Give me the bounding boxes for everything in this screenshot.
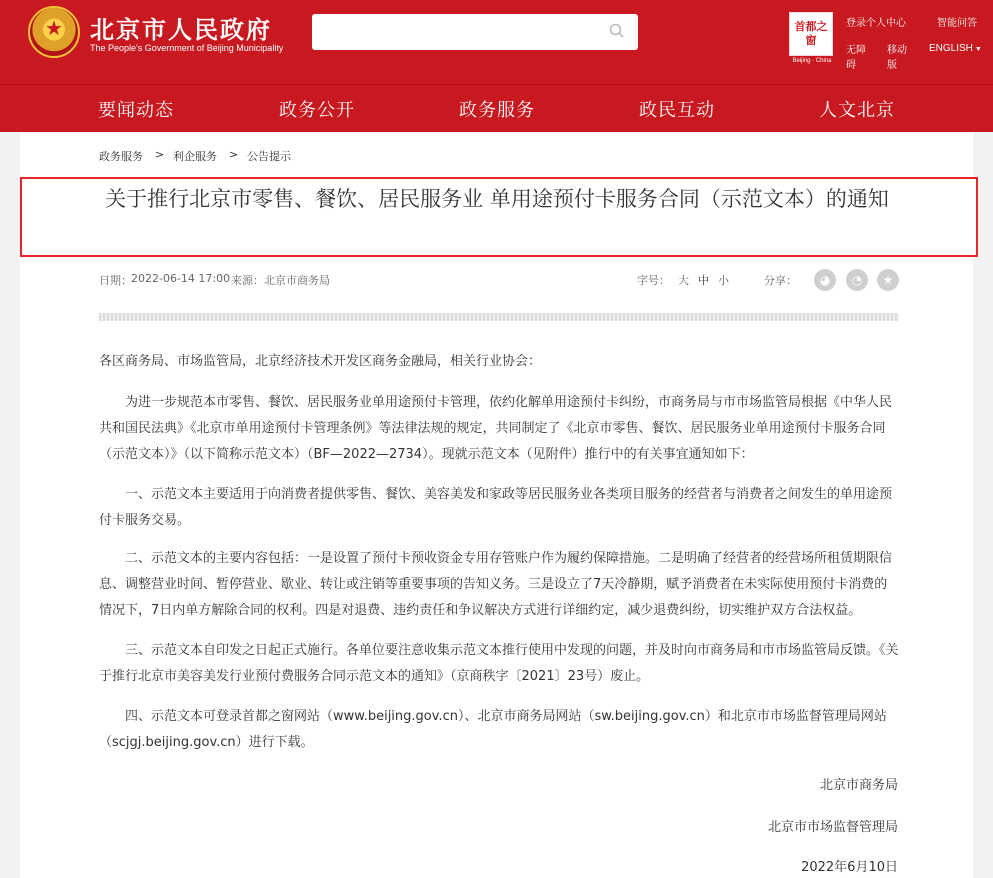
login-link[interactable]: 登录 (846, 18, 866, 29)
weibo-share-icon[interactable]: ◔ (846, 269, 868, 291)
site-name[interactable]: 北京市人民政府 (90, 16, 272, 44)
nav-item-interaction[interactable]: 政民互动 (639, 100, 715, 121)
article-paragraph: 一、示范文本主要适用于向消费者提供零售、餐饮、美容美发和家政等居民服务业各类项目服务的经营者与消费者之间发生的单用途预付卡服务交易。 (99, 487, 893, 528)
personal-center-link[interactable]: 个人中心 (866, 18, 906, 29)
nav-item-affairs-service[interactable]: 政务服务 (459, 100, 535, 121)
source-value: 北京市商务局 (264, 274, 330, 287)
publish-date: 2022-06-14 17:00 (131, 272, 231, 285)
breadcrumb-item-business[interactable]: 利企服务 (173, 150, 217, 163)
english-link[interactable] (929, 43, 982, 54)
breadcrumb-separator: > (155, 148, 165, 161)
signature-date: 2022年6月10日 (801, 860, 898, 875)
divider (99, 313, 899, 321)
article-paragraph: 二、示范文本的主要内容包括：一是设置了预付卡预收资金专用存管账户作为履约保障措施。二是明确了经营者的经营场所租赁期限信息、调整营业时间、暂停营业、歇业、转让或注销等重要事项的告知义务。三是设立了7天冷静期，赋予消费者在未实际使用预付卡消费的情况下，7日内单方解除合同的权利。四是对退费、违约责任和争议解决方式进行详细约定，减少退费纠纷，切实维护双方合法权益。 (99, 551, 893, 618)
mobile-version-link[interactable]: 移动版 (887, 45, 907, 71)
article-paragraph: 四、示范文本可登录首都之窗网站（www.beijing.gov.cn）、北京市商务局网站（sw.beijing.gov.cn）和北京市市场监督管理局网站（scjgj.beijing.gov.cn）进行下载。 (99, 709, 887, 750)
article-title: 关于推行北京市零售、餐饮、居民服务业 单用途预付卡服务合同（示范文本）的通知 (105, 187, 889, 211)
site-name-english[interactable]: The People's Government of Beijing Municipality (90, 43, 284, 53)
nav-item-affairs-public[interactable]: 政务公开 (279, 100, 355, 121)
breadcrumb-item-notices[interactable]: 公告提示 (247, 150, 291, 163)
wechat-share-icon[interactable]: ◕ (814, 269, 836, 291)
search-icon[interactable] (608, 22, 626, 40)
font-size-large-button[interactable]: 大 (678, 274, 689, 287)
caret-down-icon: ▼ (972, 46, 982, 53)
font-size-label: 字号： (637, 274, 670, 287)
national-emblem-icon[interactable]: ★ (28, 6, 80, 58)
font-size-small-button[interactable]: 小 (718, 274, 729, 287)
share-label: 分享： (764, 274, 797, 287)
nav-item-news[interactable]: 要闻动态 (98, 100, 174, 121)
article-paragraph: 为进一步规范本市零售、餐饮、居民服务业单用途预付卡管理，依约化解单用途预付卡纠纷，市商务局与市市场监管局根据《中华人民共和国民法典》《北京市单用途预付卡管理条例》等法律法规的规定，共同制定了《北京市零售、餐饮、居民服务业单用途预付卡服务合同（示范文本）》（以下简称示范文本）（BF—2022—2734）。现就示范文本（见附件）推行中的有关事宜通知如下： (99, 395, 893, 462)
font-size-medium-button[interactable]: 中 (698, 274, 709, 287)
accessible-link[interactable]: 无障碍 (846, 45, 866, 71)
capital-logo-subtitle: Beijing · China (792, 58, 832, 64)
main-nav (0, 84, 993, 132)
breadcrumb-item-services[interactable]: 政务服务 (99, 150, 143, 163)
article-paragraph: 三、示范文本自印发之日起正式施行。各单位要注意收集示范文本推行使用中发现的问题，并及时向市商务局和市市场监管局反馈。《关于推行北京市美容美发行业预付费服务合同示范文本的通知》（京商秩字〔2021〕23号）废止。 (99, 643, 899, 684)
favorite-star-icon[interactable]: ★ (877, 269, 899, 291)
source-label: 来源： (231, 274, 264, 287)
search-input[interactable] (312, 14, 638, 50)
date-label: 日期： (99, 274, 132, 287)
capital-window-logo[interactable] (789, 12, 833, 56)
nav-item-culture[interactable]: 人文北京 (819, 100, 895, 121)
signature-commerce-bureau: 北京市商务局 (819, 778, 898, 793)
breadcrumb-separator: > (229, 148, 239, 161)
capital-logo-text: 首都之窗 (794, 20, 828, 47)
article-salutation: 各区商务局、市场监管局，北京经济技术开发区商务金融局，相关行业协会： (99, 354, 542, 369)
smart-qa-link[interactable]: 智能问答 (937, 18, 977, 29)
signature-market-regulation: 北京市市场监督管理局 (767, 820, 898, 835)
english-link-label: ENGLISH (929, 43, 973, 54)
